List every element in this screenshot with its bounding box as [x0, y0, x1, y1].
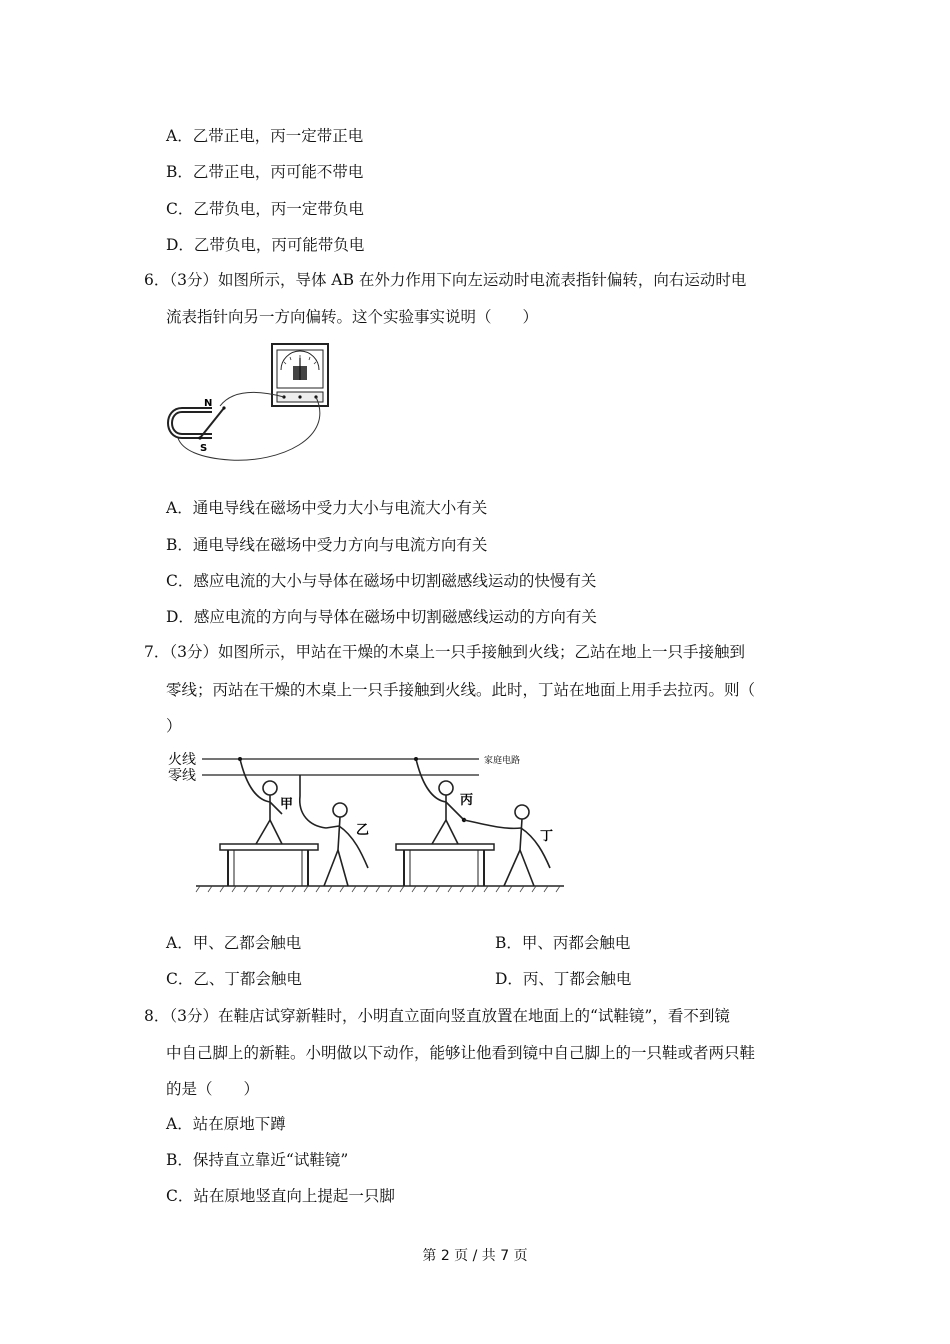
q6-stem-line1: 6．（3分）如图所示，导体 AB 在外力作用下向左运动时电流表指针偏转，向右运动时电: [144, 271, 747, 289]
q8-stem-line2: 中自己脚上的新鞋。小明做以下动作，能够让他看到镜中自己脚上的一只鞋或者两只鞋: [166, 1044, 756, 1062]
q7-person-bing-label: 丙: [460, 793, 474, 808]
q7-neutral-wire-label: 零线: [168, 768, 196, 784]
page-footer: 第 2 页 / 共 7 页: [422, 1248, 528, 1264]
q7-person-yi-label: 乙: [356, 823, 370, 838]
q7-option-b: B．甲、丙都会触电: [495, 934, 631, 952]
q6-option-c: C．感应电流的大小与导体在磁场中切割磁感线运动的快慢有关: [166, 572, 597, 590]
q6-magnet-s-label: S: [200, 443, 208, 454]
q6-option-b: B．通电导线在磁场中受力方向与电流方向有关: [166, 536, 488, 554]
q6-stem-line2: 流表指针向另一方向偏转。这个实验事实说明（ ）: [166, 308, 539, 326]
q6-figure-galvanometer-magnet: [160, 338, 340, 468]
q8-stem-line1: 8．（3分）在鞋店试穿新鞋时，小明直立面向竖直放置在地面上的“试鞋镜”，看不到镜: [144, 1007, 730, 1025]
q7-person-ding-label: 丁: [540, 829, 554, 844]
q8-option-b: B．保持直立靠近“试鞋镜”: [166, 1151, 349, 1169]
q7-circuit-label: 家庭电路: [484, 756, 521, 766]
q7-option-a: A．甲、乙都会触电: [166, 934, 302, 952]
q7-stem-line3: ）: [166, 717, 182, 735]
q6-magnet-n-label: N: [204, 398, 213, 409]
q5-option-b: B．乙带正电，丙可能不带电: [166, 163, 364, 181]
q8-option-a: A．站在原地下蹲: [166, 1115, 286, 1133]
q7-stem-line1: 7．（3分）如图所示，甲站在干燥的木桌上一只手接触到火线；乙站在地上一只手接触到: [144, 643, 745, 661]
q5-option-d: D．乙带负电，丙可能带负电: [166, 236, 365, 254]
q7-person-jia-label: 甲: [280, 797, 294, 812]
q6-option-d: D．感应电流的方向与导体在磁场中切割磁感线运动的方向有关: [166, 608, 597, 626]
q6-option-a: A．通电导线在磁场中受力大小与电流大小有关: [166, 499, 488, 517]
q7-figure-circuit-people: [164, 744, 584, 896]
q7-option-d: D．丙、丁都会触电: [495, 970, 632, 988]
q7-option-c: C．乙、丁都会触电: [166, 970, 302, 988]
q5-option-c: C．乙带负电，丙一定带负电: [166, 200, 364, 218]
q8-stem-line3: 的是（ ）: [166, 1080, 260, 1098]
q8-option-c: C．站在原地竖直向上提起一只脚: [166, 1187, 395, 1205]
q7-live-wire-label: 火线: [168, 752, 196, 768]
q7-stem-line2: 零线；丙站在干燥的木桌上一只手接触到火线。此时，丁站在地面上用手去拉丙。则（: [166, 681, 756, 699]
q5-option-a: A．乙带正电，丙一定带正电: [166, 127, 364, 145]
